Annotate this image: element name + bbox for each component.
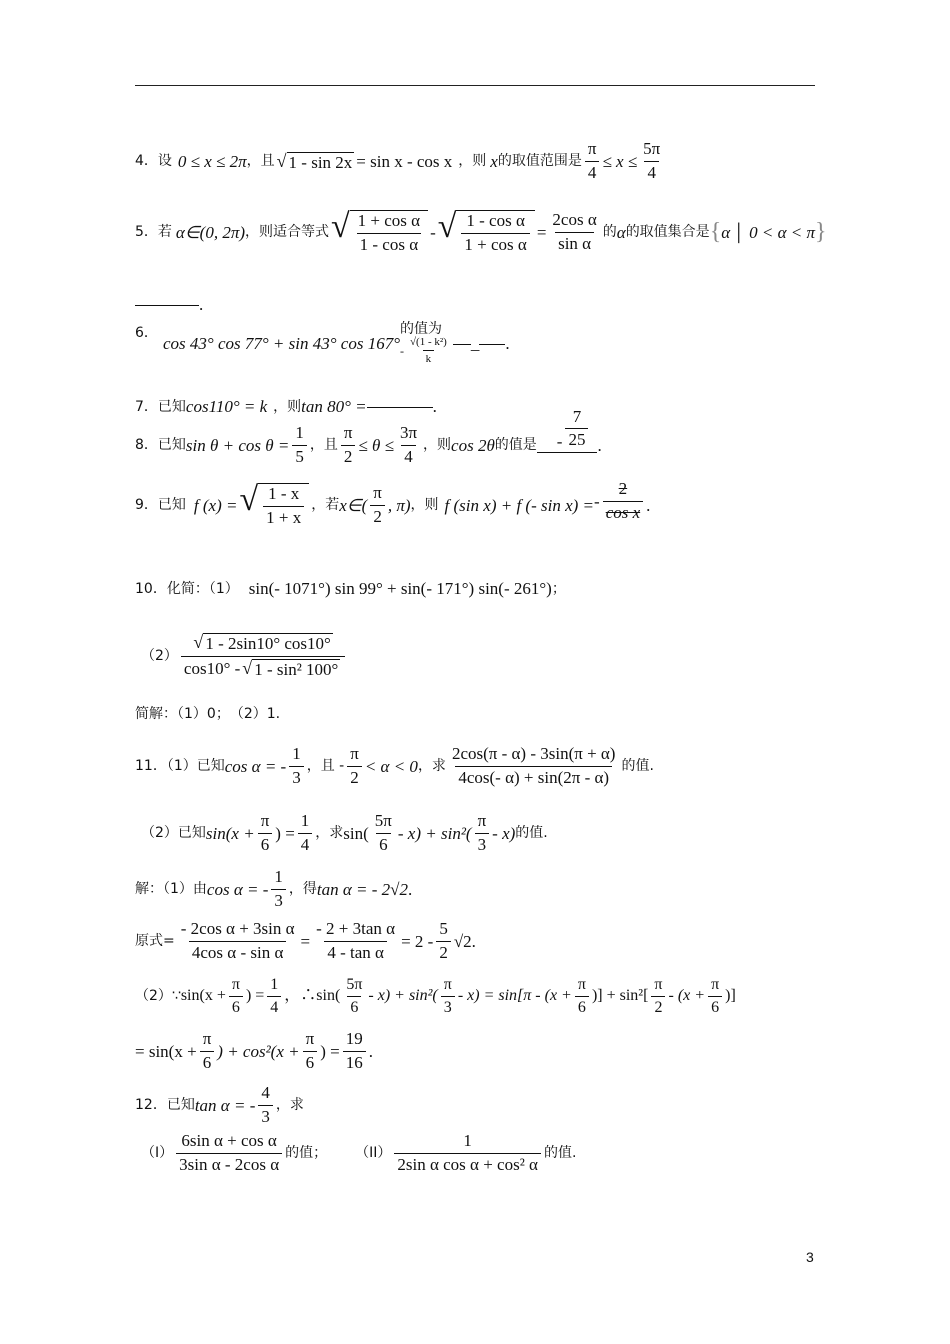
q8-answer: - $\frac{7}{25}$ bbox=[537, 408, 598, 453]
q6-expression: cos 43° cos 77° + sin 43° cos 167° bbox=[163, 334, 400, 354]
q11-solution-2: 原式= $\frac{\text{- 2cos α + 3sin α}}{\text{4cos α - sin α}}$ = $\frac{\text{- 2 + 3tan α}}{\text{4 - tan α}}$ = 2 - $\frac{5}{2}$ √2 . bbox=[135, 919, 476, 962]
q10-line1-end: ； bbox=[551, 580, 566, 597]
question-4 bbox=[135, 140, 666, 182]
q8-expr2: cos 2θ bbox=[451, 435, 495, 455]
q7-expr2: tan 80° = bbox=[301, 397, 367, 416]
q11-solution-3: （2）∵ sin(x + $\frac{\pi}{6}$ ) = $\frac{1}{4}$ ，∴sin( $\frac{5\pi}{6}$ - x) + sin²( $\frac{\pi}{3}$ - x) = sin[π - (x + $\frac{\pi}{6}$ )] + sin²[ $\frac{\pi}{2}$ - (x + $\frac{\pi}{6}$ )] bbox=[135, 976, 736, 1016]
question-12-parts: （I） $\frac{\text{6sin α + cos α}}{\text{3sin α - 2cos α}}$ 的值； （II） $\frac{1}{\text{2sin α cos α + cos² α}}$ 的值. bbox=[141, 1131, 577, 1174]
q8-expr1: sin θ + cos θ = bbox=[185, 435, 290, 455]
q9-sqrt: √ $\frac{1 - x}{1 + x}$ bbox=[239, 483, 309, 527]
q4-sqrt: √ 1 - sin 2x bbox=[276, 150, 353, 172]
q8-text3: ，则 bbox=[423, 437, 452, 454]
q12-part2-fraction: $\frac{1}{\text{2sin α cos α + cos² α}}$ bbox=[394, 1132, 541, 1174]
q8-text2: ，且 bbox=[309, 437, 338, 454]
q6-dash: _ bbox=[470, 334, 480, 354]
question-11-part1: 11．（1）已知 cos α = - $\frac{1}{3}$ ，且 - $\frac{\pi}{2}$ < α < 0 ，求 $\frac{2\cos(\pi - \alpha) - 3\sin(\pi + \alpha)}{4\cos(- \alpha) + \sin(2\pi - \alpha)}$ 的值. bbox=[135, 744, 654, 787]
q4-then: ，则 bbox=[458, 153, 487, 170]
q10-solution: 简解：（1）0； （2）1. bbox=[135, 706, 281, 722]
q9-text3: ，则 bbox=[410, 497, 439, 514]
q5-end: . bbox=[199, 295, 204, 314]
q11-p2-text: （2）已知 bbox=[141, 825, 206, 842]
q11-p1-end: 的值. bbox=[621, 758, 654, 775]
q5-fraction3: $\frac{\text{2cos α}}{\text{sin α}}$ bbox=[552, 210, 597, 253]
q9-cond-r: , π) bbox=[387, 495, 411, 515]
q11-p1-and: ，且 - bbox=[306, 758, 345, 775]
question-6-label bbox=[135, 326, 158, 340]
q4-var: x bbox=[490, 151, 498, 171]
q11-p1-text: 11．（1）已知 bbox=[135, 758, 225, 775]
q7-end: . bbox=[432, 397, 437, 416]
q9-end: . bbox=[646, 495, 651, 515]
q9-text1: 9．已知 bbox=[135, 497, 186, 514]
q4-tail: 的取值范围是 bbox=[497, 153, 582, 170]
q12-part1-fraction: $\frac{\text{6sin α + cos α}}{\text{3sin α - 2cos α}}$ bbox=[176, 1132, 282, 1174]
q6-end: . bbox=[505, 334, 510, 354]
q6-text: 的值为 bbox=[400, 321, 442, 337]
q8-text1: 8．已知 bbox=[135, 437, 186, 454]
q9-text2: ，若 bbox=[311, 497, 340, 514]
q5-answer: α │ 0 < α < π bbox=[721, 222, 815, 242]
q5-sqrt2: √ $\frac{\text{1 - cos α}}{\text{1 + cos α}}$ bbox=[438, 210, 535, 254]
q5-eq: = bbox=[536, 222, 547, 242]
question-10 bbox=[135, 580, 566, 597]
q4-answer-mid: ≤ x ≤ bbox=[602, 151, 638, 171]
q6-answer: $\frac{\text{√(1 - k²)}}{k}$ bbox=[410, 336, 447, 366]
question-11-part2: （2）已知 sin(x + $\frac{\pi}{6}$ ) = $\frac{1}{4}$ ，求 sin( $\frac{5\pi}{6}$ - x) + sin²( $\frac{\pi}{3}$ - x) 的值. bbox=[141, 811, 548, 854]
q10-line1-text: 10．化简：（1） bbox=[135, 580, 239, 597]
q5-blank bbox=[135, 304, 199, 306]
q5-blank-line bbox=[135, 296, 203, 313]
q9-expr1: f (x) = bbox=[193, 495, 238, 515]
q5-text2: 的 bbox=[602, 224, 617, 241]
q10-fraction: √ 1 - 2sin10° cos10° cos10° - √ 1 - sin² 100° bbox=[181, 633, 345, 679]
q4-number: 4．设 bbox=[135, 153, 172, 170]
question-12: 12．已知 tan α = - $\frac{4}{3}$ ，求 bbox=[135, 1083, 304, 1126]
q7-blank bbox=[367, 406, 433, 408]
q11-solution-4: = sin(x + $\frac{\pi}{6}$ ) + cos²(x + $\frac{\pi}{6}$ ) = $\frac{19}{16}$ . bbox=[135, 1029, 373, 1072]
question-5: 5．若 α∈(0, 2π) ，则适合等式 √ $\frac{\text{1 + cos α}}{\text{1 - cos α}}$ - √ $\frac{\text{1 - cos α}}{\text{1 + cos α}}$ = $\frac{\text{2cos α}}{\text{sin α}}$ 的 α 的取值集合是 { α │ 0 < α < π } bbox=[135, 208, 827, 254]
q10-line2-text: （2） bbox=[141, 648, 178, 665]
q9-cond-l: x∈( bbox=[339, 495, 368, 515]
question-10-part2 bbox=[135, 633, 348, 679]
q5-sqrt1: √ $\frac{\text{1 + cos α}}{\text{1 - cos α}}$ bbox=[331, 210, 428, 254]
q5-text3: 的取值集合是 bbox=[625, 224, 710, 241]
q7-text1: 7．已知 bbox=[135, 398, 186, 415]
q5-text1: ，则适合等式 bbox=[245, 224, 329, 241]
q7-expr1: cos110° = k bbox=[185, 397, 268, 416]
q4-rhs: = sin x - cos x bbox=[356, 151, 453, 171]
question-9: 9．已知 f (x) = √ $\frac{1 - x}{1 + x}$ ，若 x∈( $\frac{\pi}{2}$ , π) ，则 f (sin x) + f (- sin x) = - $\frac{2}{\text{cos x}}$ . bbox=[135, 479, 651, 527]
page-number: 3 bbox=[806, 1249, 814, 1265]
q11-p1-ask: ，求 bbox=[417, 758, 446, 775]
q10-line1-expr: sin(- 1071°) sin 99° + sin(- 171°) sin(- 261°) bbox=[248, 579, 552, 598]
question-8: 8．已知 sin θ + cos θ = $\frac{1}{5}$ ，且 $\frac{\pi}{2}$ ≤ θ ≤ $\frac{3\pi}{4}$ ，则 cos 2θ 的值是 - $\frac{7}{25}$ . bbox=[135, 406, 602, 466]
q11-p1-question: $\frac{2\cos(\pi - \alpha) - 3\sin(\pi + \alpha)}{4\cos(- \alpha) + \sin(2\pi - \alpha)}$ bbox=[451, 744, 616, 787]
q11-p1-expr: cos α = - bbox=[224, 756, 287, 776]
q7-text2: ，则 bbox=[273, 398, 302, 415]
q8-mid: ≤ θ ≤ bbox=[358, 435, 394, 455]
q8-text4: 的值是 bbox=[494, 437, 537, 454]
q4-condition: 0 ≤ x ≤ 2π bbox=[177, 151, 247, 171]
q8-end: . bbox=[597, 435, 602, 455]
q4-answer-right: $\frac{5\pi}{4}$ bbox=[643, 139, 661, 182]
q5-minus: - bbox=[430, 222, 436, 242]
q6-number: 6． bbox=[135, 325, 158, 341]
q5-number: 5．若 bbox=[135, 224, 172, 241]
q5-condition: α∈(0, 2π) bbox=[175, 222, 245, 242]
header-rule bbox=[135, 85, 815, 86]
q11-solution-1: 解：（1）由 cos α = - $\frac{1}{3}$ ，得 tan α = - 2√2 . bbox=[135, 867, 413, 910]
q4-answer-left: $\frac{\pi}{4}$ bbox=[585, 140, 600, 182]
question-7 bbox=[135, 398, 437, 415]
q5-var: α bbox=[616, 222, 626, 242]
q9-answer: - $\frac{2}{\text{cos x}}$ bbox=[594, 480, 646, 522]
question-6 bbox=[163, 322, 510, 365]
q4-and: ，且 bbox=[246, 153, 275, 170]
q9-expr2: f (sin x) + f (- sin x) = bbox=[444, 495, 595, 515]
q11-p1-range: < α < 0 bbox=[364, 756, 418, 776]
q6-answer-sign: - bbox=[400, 343, 404, 358]
